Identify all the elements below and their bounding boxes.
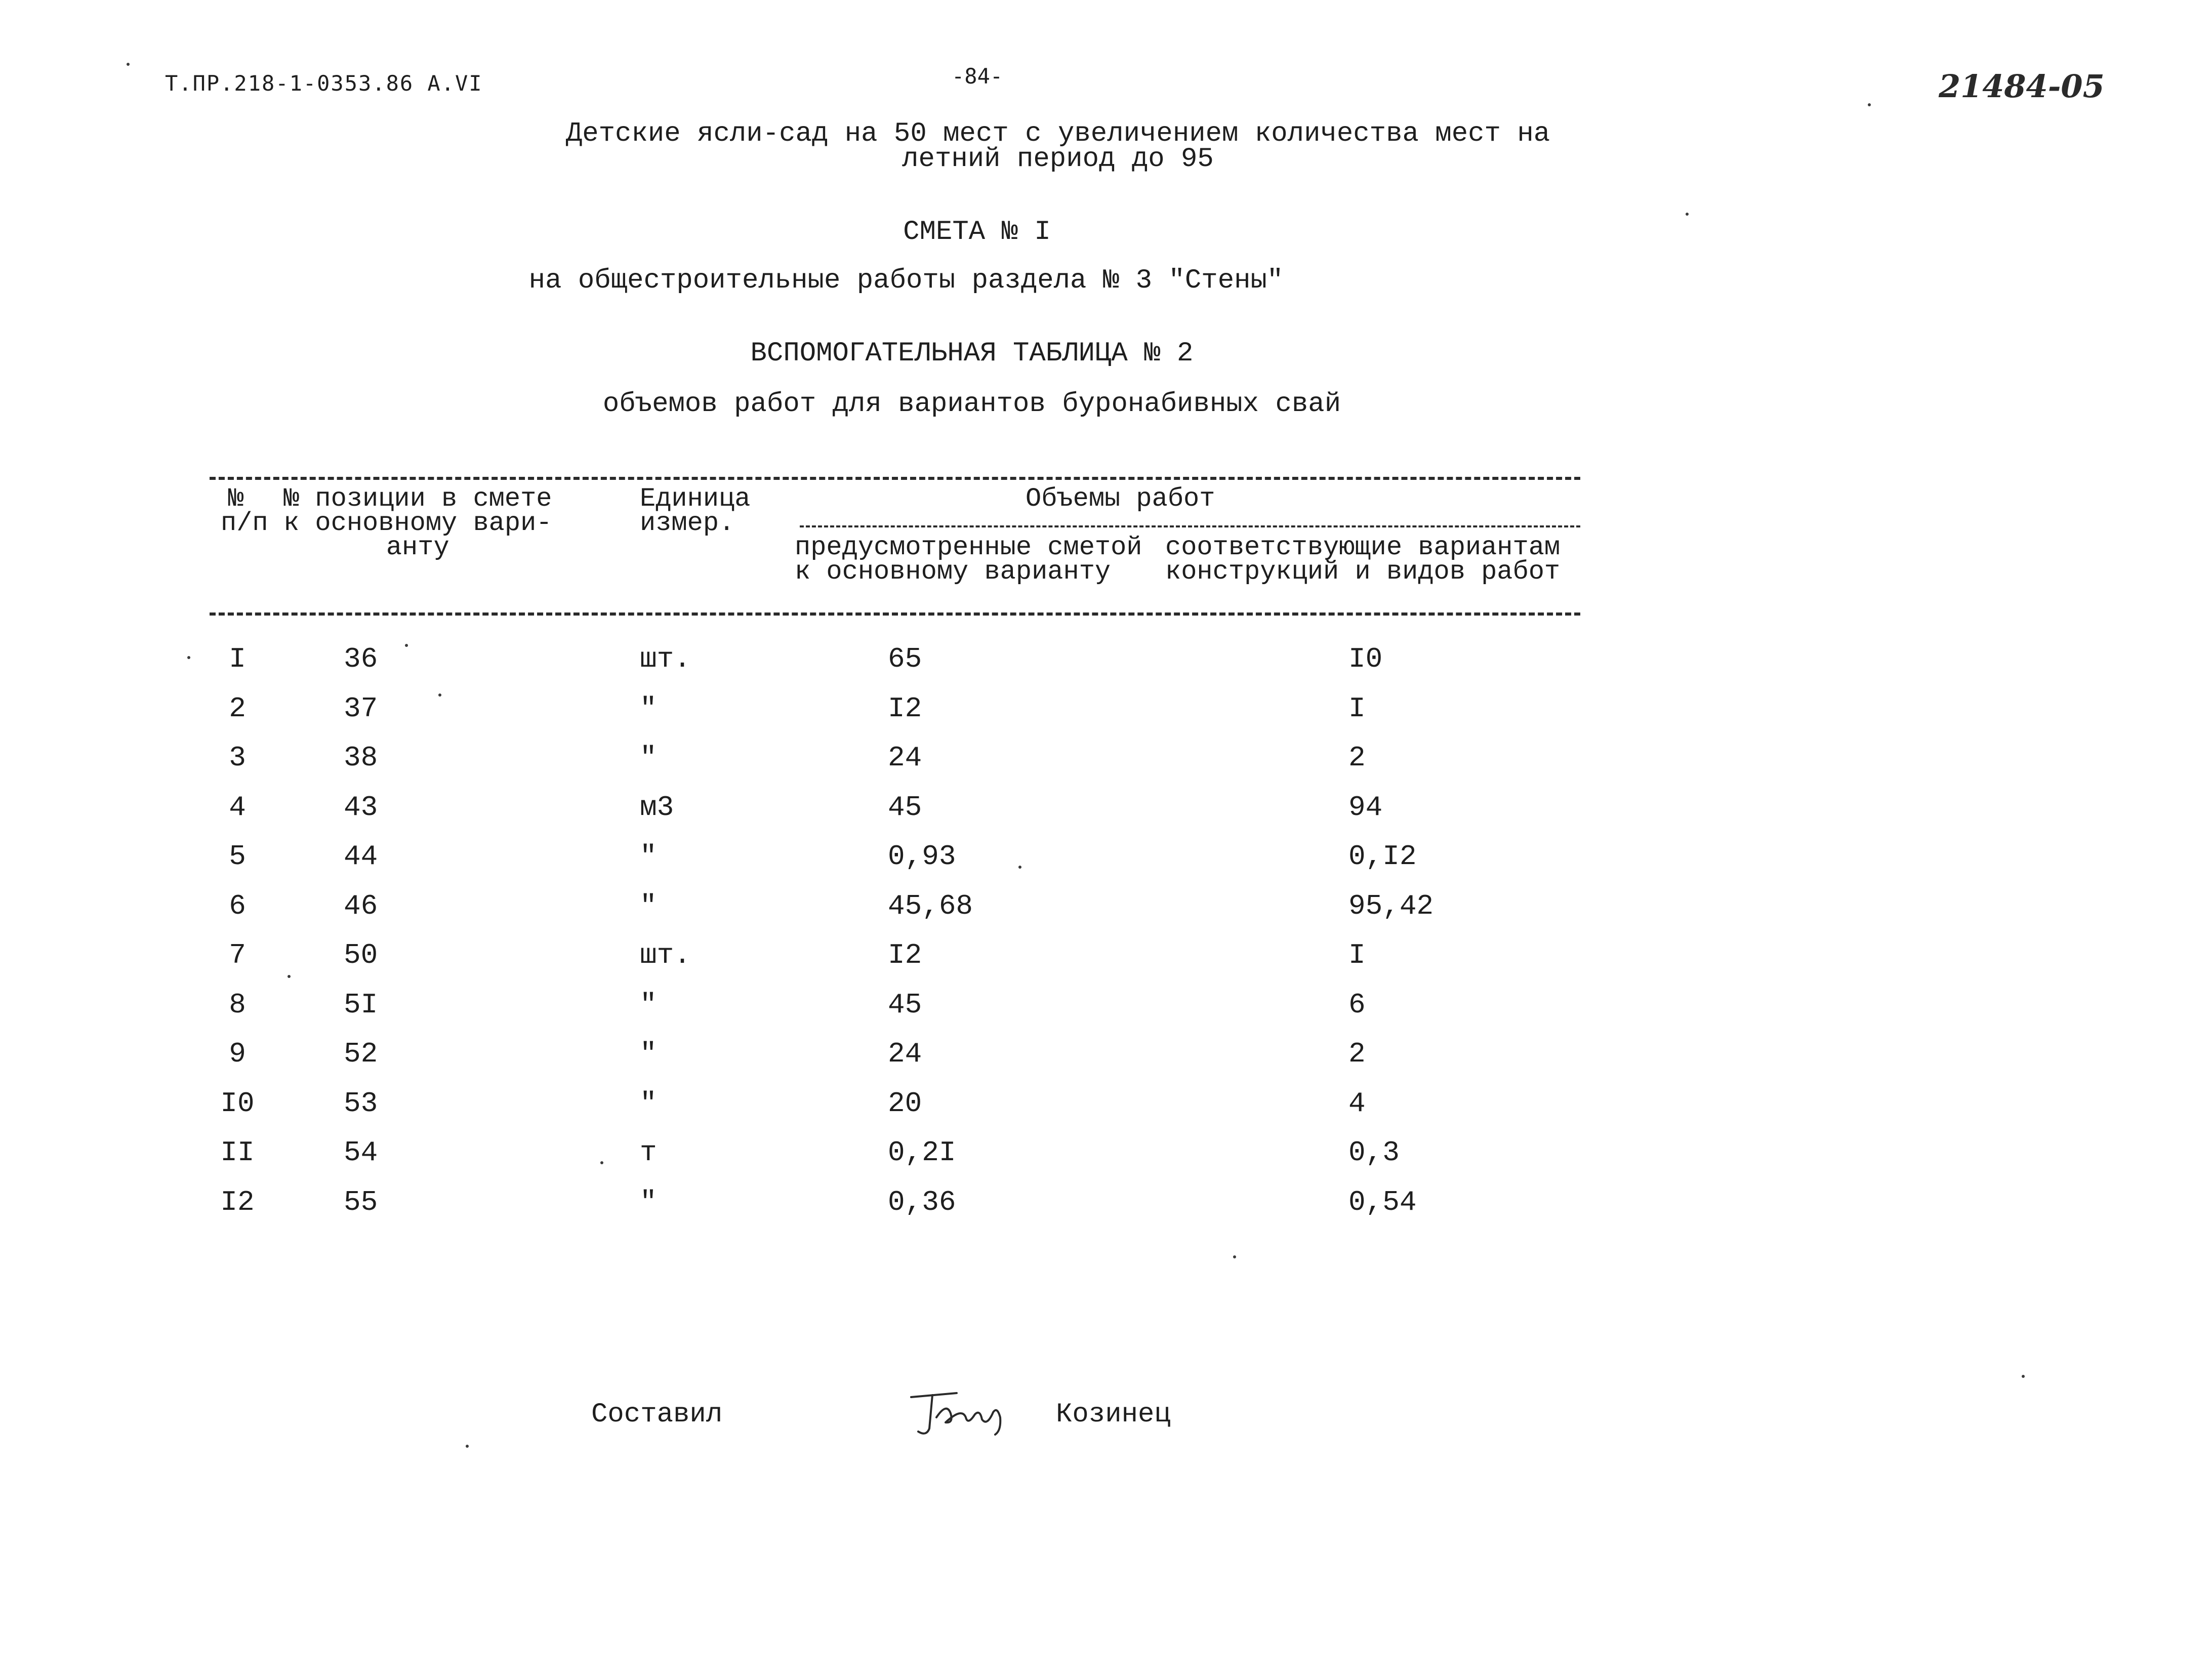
row-variant-volume: 6 — [1348, 988, 1366, 1021]
row-variant-volume: 2 — [1348, 742, 1366, 774]
header-unit: Единица измер. — [640, 484, 751, 538]
row-number: 4 — [229, 791, 246, 824]
scan-speck — [288, 975, 291, 978]
row-unit: м3 — [640, 791, 674, 824]
row-base-volume: 0,36 — [888, 1186, 956, 1218]
table-row — [210, 791, 1580, 841]
row-base-volume: 24 — [888, 742, 922, 774]
row-unit: " — [640, 742, 657, 774]
aux-table-subtitle: объемов работ для вариантов буронабивных свай — [602, 389, 1341, 420]
table-row — [210, 643, 1580, 692]
scan-speck — [1686, 213, 1689, 216]
row-unit: " — [640, 988, 657, 1021]
volumes-sub-rule — [800, 525, 1580, 527]
row-unit: " — [640, 1087, 657, 1120]
row-base-volume: 0,2I — [888, 1136, 956, 1169]
row-number: 8 — [229, 988, 246, 1021]
table-header-bottom-rule — [210, 613, 1580, 616]
header-volumes: Объемы работ — [1026, 484, 1215, 514]
header-no: № п/п — [221, 484, 268, 538]
row-base-volume: 0,93 — [888, 840, 956, 873]
table-body — [210, 643, 1580, 1235]
row-position: 5I — [344, 988, 378, 1021]
table-row — [210, 939, 1580, 989]
row-number: I2 — [220, 1186, 255, 1218]
scan-speck — [1868, 103, 1871, 106]
title-line-2: летний период до 95 — [902, 144, 1214, 175]
row-base-volume: 45 — [888, 988, 922, 1021]
row-number: 7 — [229, 939, 246, 971]
scan-speck — [187, 656, 190, 659]
row-number: 9 — [229, 1038, 246, 1070]
table-row — [210, 1186, 1580, 1236]
table-row — [210, 1087, 1580, 1137]
row-variant-volume: 94 — [1348, 791, 1383, 824]
row-position: 38 — [344, 742, 378, 774]
composed-by-label: Составил — [591, 1399, 723, 1430]
row-position: 55 — [344, 1186, 378, 1218]
row-base-volume: 45,68 — [888, 889, 973, 922]
archive-number: 21484-05 — [1939, 68, 2105, 105]
row-position: 46 — [344, 889, 378, 922]
row-variant-volume: 0,54 — [1348, 1186, 1417, 1218]
document-code: Т.ПР.218-1-0353.86 А.VI — [165, 71, 483, 96]
row-unit: т — [640, 1136, 657, 1169]
row-number: II — [220, 1136, 255, 1169]
table-row — [210, 840, 1580, 890]
row-position: 44 — [344, 840, 378, 873]
row-unit: шт. — [640, 643, 691, 675]
row-number: I — [229, 643, 246, 675]
row-base-volume: I2 — [888, 939, 922, 971]
row-number: 5 — [229, 840, 246, 873]
row-number: I0 — [220, 1087, 255, 1120]
row-base-volume: 24 — [888, 1038, 922, 1070]
signature-icon — [901, 1382, 1022, 1443]
scan-speck — [127, 63, 130, 66]
row-variant-volume: I — [1348, 939, 1366, 971]
row-unit: шт. — [640, 939, 691, 971]
aux-table-title: ВСПОМОГАТЕЛЬНАЯ ТАБЛИЦА № 2 — [750, 338, 1194, 369]
row-base-volume: 20 — [888, 1087, 922, 1120]
scan-speck — [600, 1161, 603, 1164]
row-position: 43 — [344, 791, 378, 824]
scan-speck — [2022, 1375, 2025, 1378]
scan-speck — [1018, 866, 1021, 869]
row-unit: " — [640, 692, 657, 725]
row-variant-volume: 2 — [1348, 1038, 1366, 1070]
row-variant-volume: 95,42 — [1348, 889, 1434, 922]
scan-speck — [466, 1445, 469, 1448]
table-top-rule — [210, 477, 1580, 480]
header-variant-volumes: соответствующие вариантам конструкций и видов работ — [1165, 533, 1561, 587]
row-base-volume: I2 — [888, 692, 922, 725]
row-position: 52 — [344, 1038, 378, 1070]
row-variant-volume: I — [1348, 692, 1366, 725]
row-position: 37 — [344, 692, 378, 725]
page-number: -84- — [952, 64, 1003, 89]
row-unit: " — [640, 840, 657, 873]
row-number: 2 — [229, 692, 246, 725]
title-line-1: Детские ясли-сад на 50 мест с увеличением количества мест на — [565, 118, 1550, 149]
table-row — [210, 1038, 1580, 1087]
table-row — [210, 1136, 1580, 1186]
row-position: 53 — [344, 1087, 378, 1120]
row-variant-volume: 0,3 — [1348, 1136, 1400, 1169]
row-number: 3 — [229, 742, 246, 774]
row-variant-volume: 4 — [1348, 1087, 1366, 1120]
header-position: № позиции в смете к основному вари- анту — [283, 484, 552, 562]
row-unit: " — [640, 1038, 657, 1070]
row-variant-volume: 0,I2 — [1348, 840, 1417, 873]
row-variant-volume: I0 — [1348, 643, 1383, 675]
row-position: 50 — [344, 939, 378, 971]
table-row — [210, 989, 1580, 1038]
table-row — [210, 890, 1580, 940]
scan-speck — [405, 644, 408, 647]
composer-name: Козинец — [1056, 1399, 1171, 1430]
row-base-volume: 65 — [888, 643, 922, 675]
header-base-variant: предусмотренные сметой к основному варианту — [795, 533, 1142, 587]
scan-speck — [438, 693, 441, 697]
row-unit: " — [640, 1186, 657, 1218]
table-row — [210, 692, 1580, 742]
scan-speck — [1233, 1255, 1236, 1258]
row-position: 36 — [344, 643, 378, 675]
estimate-subtitle: на общестроительные работы раздела № 3 "Стены" — [528, 265, 1284, 296]
row-number: 6 — [229, 889, 246, 922]
row-unit: " — [640, 889, 657, 922]
estimate-title: СМЕТА № I — [903, 217, 1051, 248]
row-position: 54 — [344, 1136, 378, 1169]
table-row — [210, 742, 1580, 791]
document-title — [456, 118, 1660, 175]
row-base-volume: 45 — [888, 791, 922, 824]
